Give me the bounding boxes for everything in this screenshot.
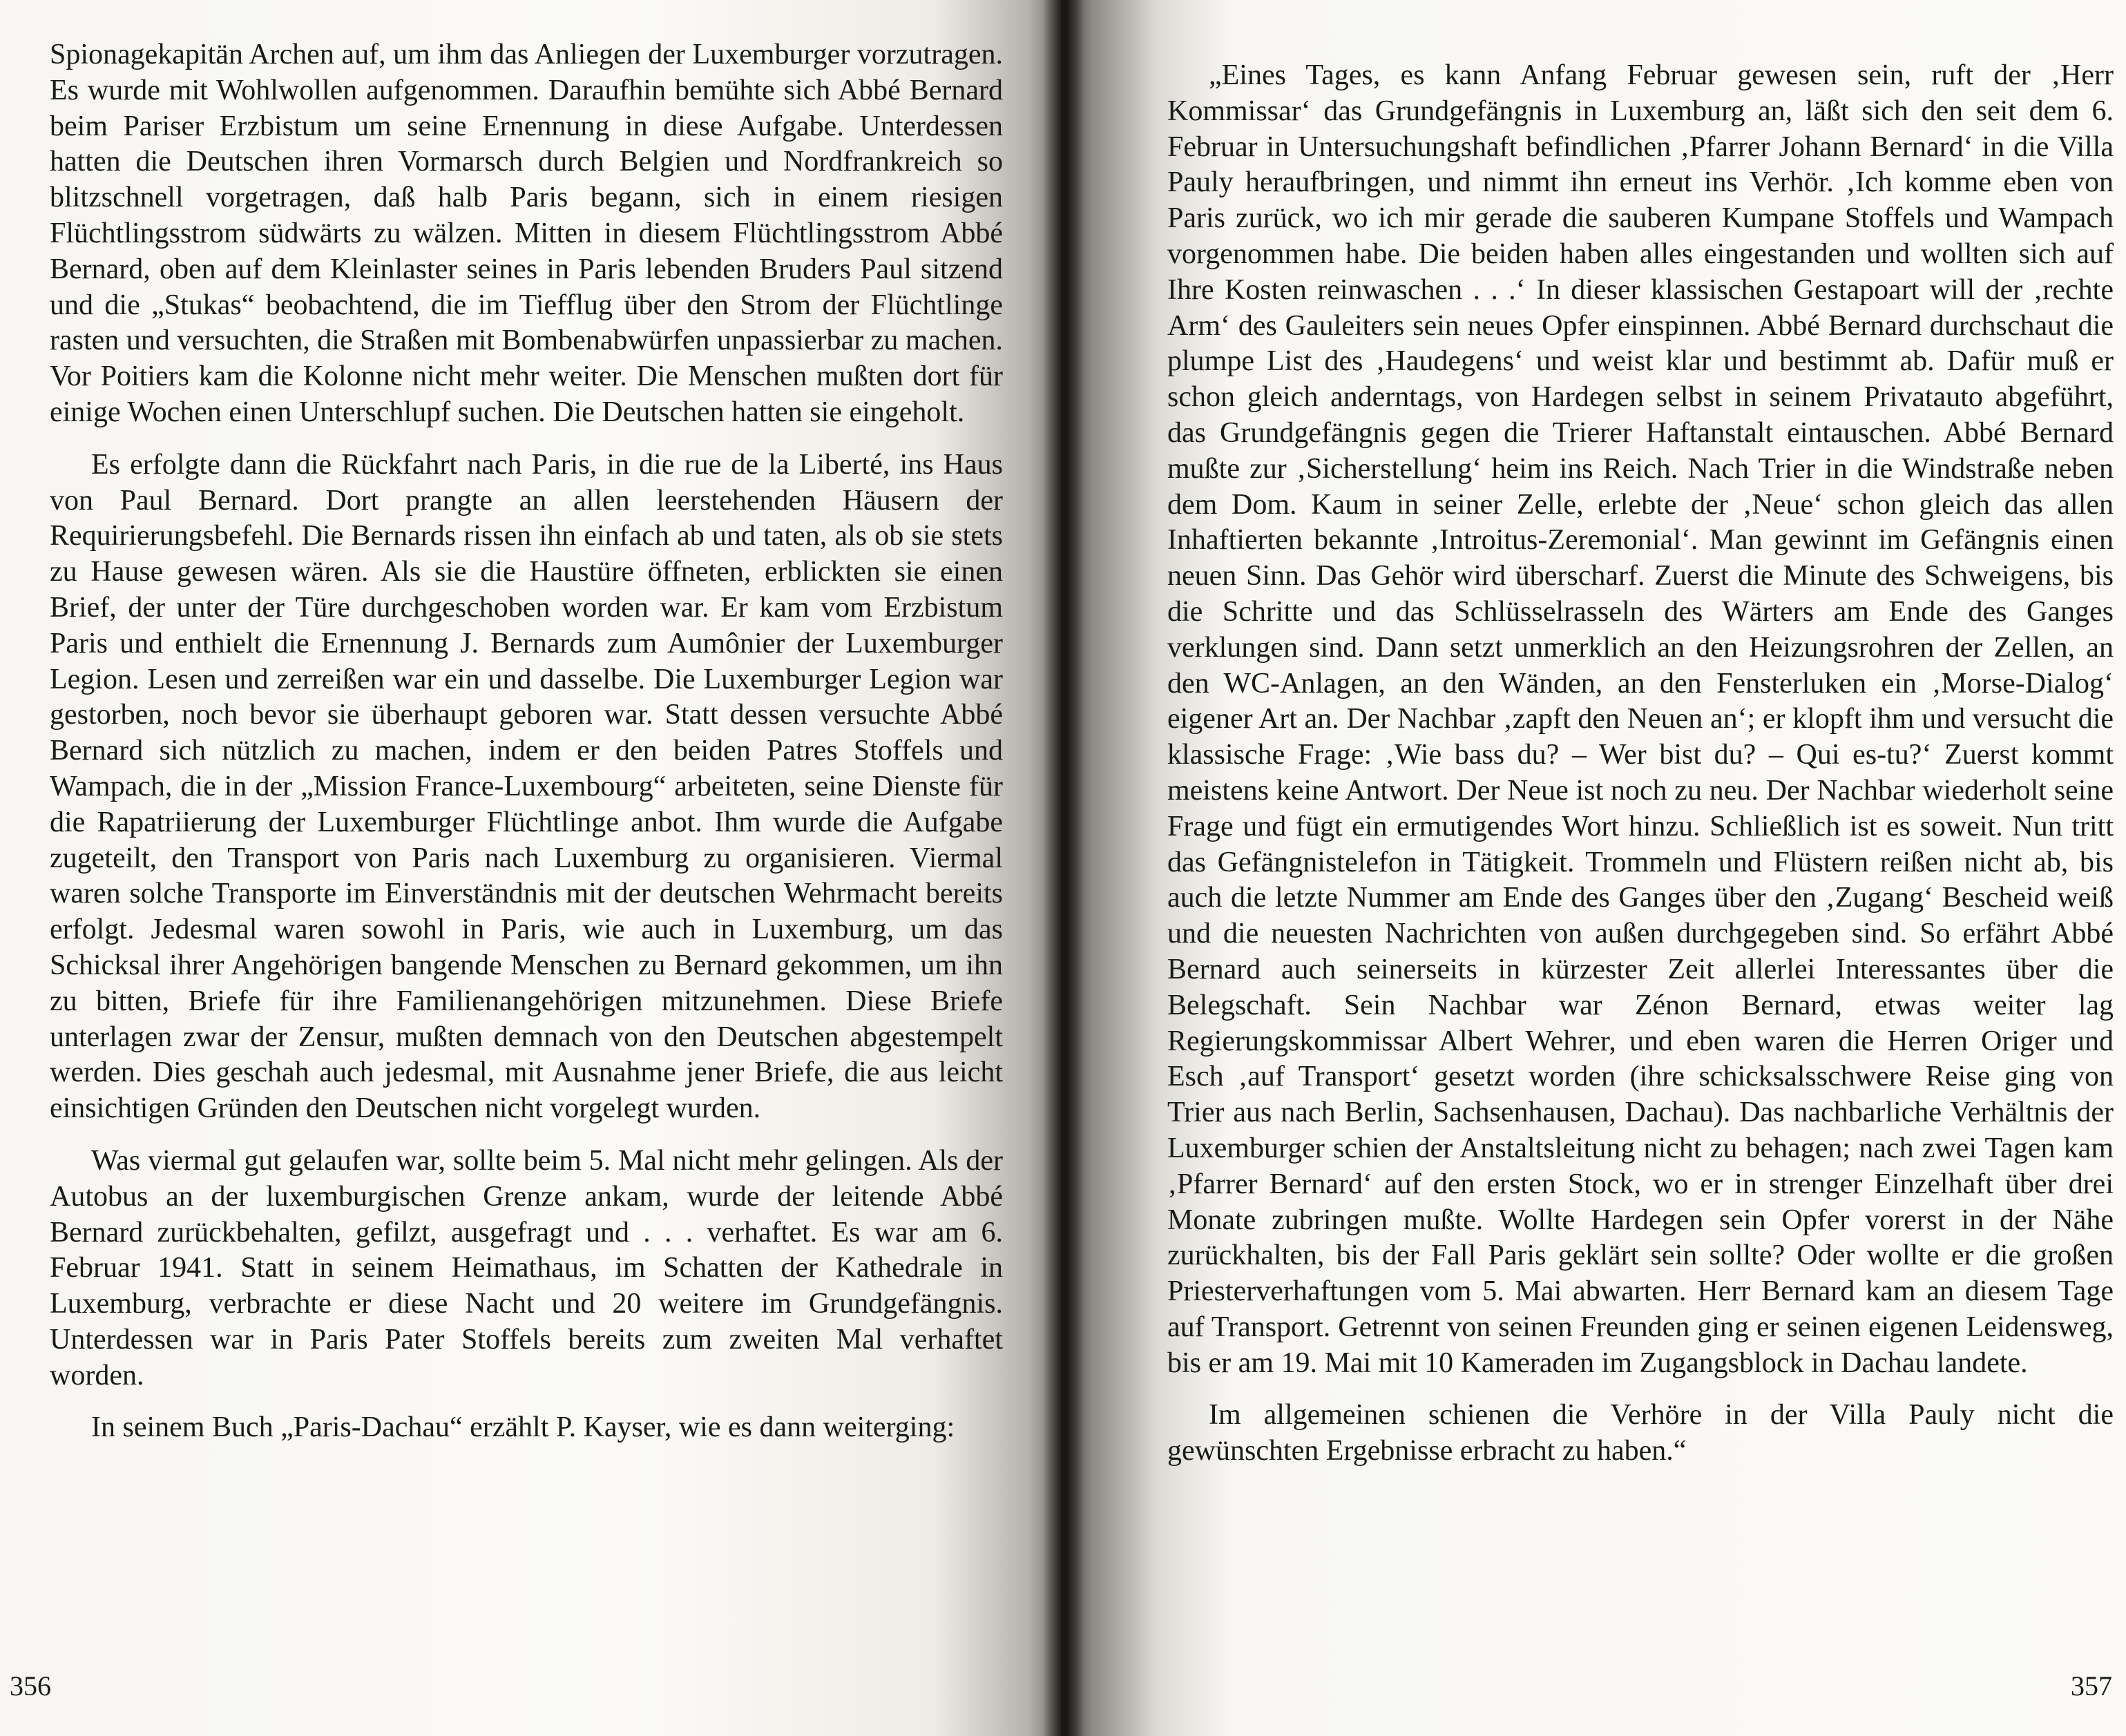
left-page-text [50, 37, 1003, 1463]
left-page [0, 0, 1061, 1736]
left-paragraph-1: Spionagekapitän Archen auf, um ihm das Anliegen der Luxemburger vorzutragen. Es wurde mit Wohlwollen aufgenommen. Daraufhin bemühte sich Abbé Bernard beim Pariser Erzbistum um seine Ernennung in diese Aufgabe. Unterdessen hatten die Deutschen ihren Vormarsch durch Belgien und Nordfrankreich so blitzschnell vorgetragen, daß halb Paris begann, sich in einem riesigen Flüchtlingsstrom südwärts zu wälzen. Mitten in diesem Flüchtlingsstrom Abbé Bernard, oben auf dem Kleinlaster seines in Paris lebenden Bruders Paul sitzend und die „Stukas“ beobachtend, die im Tiefflug über den Strom der Flüchtlinge rasten und versuchten, die Straßen mit Bombenabwürfen unpassierbar zu machen. Vor Poitiers kam die Kolonne nicht mehr weiter. Die Menschen mußten dort für einige Wochen einen Unterschlupf suchen. Die Deutschen hatten sie eingeholt. [50, 39, 1003, 428]
left-paragraph-4: In seinem Buch „Paris-Dachau“ erzählt P. Kayser, wie es dann weiterging: [91, 1411, 955, 1444]
right-page-text [1167, 58, 2114, 1486]
left-page-number: 356 [10, 1670, 51, 1701]
left-paragraph-3: Was viermal gut gelaufen war, sollte beim 5. Mal nicht mehr gelingen. Als der Autobus an der luxemburgischen Grenze ankam, wurde der leitende Abbé Bernard zurückbehalten, gefilzt, ausgefragt und . . . verhaftet. Es war am 6. Februar 1941. Statt in seinem Heimathaus, im Schatten der Kathedrale in Luxemburg, verbrachte er diese Nacht und 20 weitere im Grundgefängnis. Unterdessen war in Paris Pater Stoffels bereits zum zweiten Mal verhaftet worden. [50, 1144, 1003, 1391]
left-paragraph-2: Es erfolgte dann die Rückfahrt nach Paris, in die rue de la Liberté, ins Haus von Paul Bernard. Dort prangte an allen leerstehenden Häusern der Requirierungsbefehl. Die Bernards rissen ihn einfach ab und taten, als ob sie stets zu Hause gewesen wären. Als sie die Haustüre öffneten, erblickten sie einen Brief, der unter der Türe durchgeschoben worden war. Er kam vom Erzbistum Paris und enthielt die Ernennung J. Bernards zum Aumônier der Luxemburger Legion. Lesen und zerreißen war ein und dasselbe. Die Luxemburger Legion war gestorben, noch bevor sie überhaupt geboren war. Statt dessen versuchte Abbé Bernard sich nützlich zu machen, indem er den beiden Patres Stoffels und Wampach, die in der „Mission France-Luxembourg“ arbeiteten, seine Dienste für die Rapatriierung der Luxemburger Flüchtlinge anbot. Ihm wurde die Aufgabe zugeteilt, den Transport von Paris nach Luxemburg zu organisieren. Viermal waren solche Transporte im Einverständnis mit der deutschen Wehrmacht bereits erfolgt. Jedesmal waren sowohl in Paris, wie auch in Luxemburg, um das Schicksal ihrer Angehörigen bangende Menschen zu Bernard gekommen, um ihn zu bitten, Briefe für ihre Familienangehörigen mitzunehmen. Diese Briefe unterlagen zwar der Zensur, mußten demnach von den Deutschen abgestempelt werden. Dies geschah auch jedesmal, mit Ausnahme jener Briefe, die aus leicht einsichtigen Gründen den Deutschen nicht vorgelegt wurden. [50, 448, 1003, 1125]
right-page-number: 357 [2071, 1670, 2112, 1701]
right-paragraph-2: Im allgemeinen schienen die Verhöre in der Villa Pauly nicht die gewünschten Ergebnisse erbracht zu haben.“ [1167, 1399, 2114, 1467]
book-gutter-shadow [1043, 0, 1084, 1736]
right-paragraph-1: „Eines Tages, es kann Anfang Februar gewesen sein, ruft der ‚Herr Kommissar‘ das Grundgefängnis in Luxemburg an, läßt sich den seit dem 6. Februar in Untersuchungshaft befindlichen ‚Pfarrer Johann Bernard‘ in die Villa Pauly heraufbringen, und nimmt ihn erneut ins Verhör. ‚Ich komme eben von Paris zurück, wo ich mir gerade die sauberen Kumpane Stoffels und Wampach vorgenommen habe. Die beiden haben alles eingestanden und wollten sich auf Ihre Kosten reinwaschen . . .‘ In dieser klassischen Gestapoart will der ‚rechte Arm‘ des Gauleiters sein neues Opfer einspinnen. Abbé Bernard durchschaut die plumpe List des ‚Haudegens‘ und weist klar und bestimmt ab. Dafür muß er schon gleich anderntags, von Hardegen selbst in seinem Privatauto abgeführt, das Grundgefängnis gegen die Trierer Haftanstalt eintauschen. Abbé Bernard mußte zur ‚Sicherstellung‘ heim ins Reich. Nach Trier in die Windstraße neben dem Dom. Kaum in seiner Zelle, erlebte der ‚Neue‘ schon gleich das allen Inhaftierten bekannte ‚Introitus-Zeremonial‘. Man gewinnt im Gefängnis einen neuen Sinn. Das Gehör wird überscharf. Zuerst die Minute des Schweigens, bis die Schritte und das Schlüsselrasseln des Wärters am Ende des Ganges verklungen sind. Dann setzt unmerklich an den Heizungsrohren der Zellen, an den WC-Anlagen, an den Wänden, an den Fensterluken ein ‚Morse-Dialog‘ eigener Art an. Der Nachbar ‚zapft den Neuen an‘; er klopft ihm und versucht die klassische Frage: ‚Wie bass du? – Wer bist du? – Qui es-tu?‘ Zuerst kommt meistens keine Antwort. Der Neue ist noch zu neu. Der Nachbar wiederholt seine Frage und fügt ein ermutigendes Wort hinzu. Schließlich ist es soweit. Nun tritt das Gefängnistelefon in Tätigkeit. Trommeln und Flüstern reißen nicht ab, bis auch die letzte Nummer am Ende des Ganges über den ‚Zugang‘ Bescheid weiß und die neuesten Nachrichten von außen durchgegeben sind. So erfährt Abbé Bernard auch seinerseits in kürzester Zeit allerlei Interessantes über die Belegschaft. Sein Nachbar war Zénon Bernard, etwas weiter lag Regierungskommissar Albert Wehrer, und eben waren die Herren Origer und Esch ‚auf Transport‘ gesetzt worden (ihre schicksalsschwere Reise ging von Trier aus nach Berlin, Sachsenhausen, Dachau). Das nachbarliche Verhältnis der Luxemburger schien der Anstaltsleitung nicht zu behagen; nach zwei Tagen kam ‚Pfarrer Bernard‘ auf den ersten Stock, wo er in strenger Einzelhaft über drei Monate zubringen mußte. Wollte Hardegen sein Opfer vorerst in der Nähe zurückhalten, bis der Fall Paris geklärt sein sollte? Oder wollte er die großen Priesterverhaftungen vom 5. Mai abwarten. Herr Bernard kam an diesem Tage auf Transport. Getrennt von seinen Freunden ging er seinen eigenen Leidensweg, bis er am 19. Mai mit 10 Kameraden im Zugangsblock in Dachau landete. [1167, 59, 2114, 1379]
